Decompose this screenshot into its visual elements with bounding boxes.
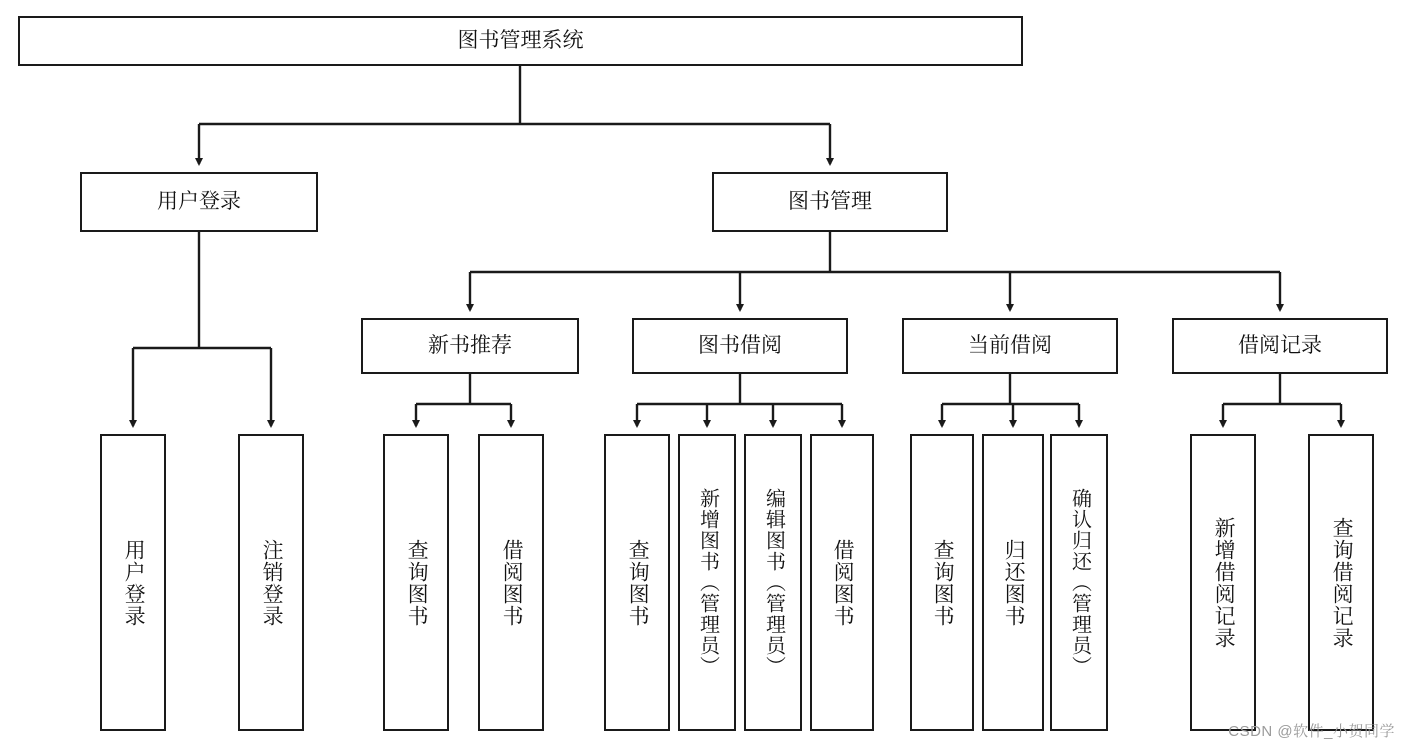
node-leaf-add-record[interactable] bbox=[1190, 434, 1256, 731]
node-leaf-return-book[interactable] bbox=[982, 434, 1044, 731]
node-leaf-edit-book[interactable] bbox=[744, 434, 802, 731]
node-current-borrow[interactable] bbox=[902, 318, 1118, 374]
node-leaf-user-login[interactable] bbox=[100, 434, 166, 731]
node-leaf-borrow-book-2[interactable] bbox=[810, 434, 874, 731]
node-root[interactable] bbox=[18, 16, 1023, 66]
node-leaf-user-login-label: 用户登录 bbox=[122, 538, 146, 627]
node-borrow-record-label: 借阅记录 bbox=[1238, 333, 1322, 357]
node-book-borrow[interactable] bbox=[632, 318, 848, 374]
node-book-management[interactable] bbox=[712, 172, 948, 232]
node-leaf-query-book-1-label: 查询图书 bbox=[405, 538, 429, 627]
node-leaf-return-book-label: 归还图书 bbox=[1002, 538, 1026, 627]
watermark-text: CSDN @软件_小贺同学 bbox=[1228, 723, 1395, 740]
node-leaf-query-record-label: 查询借阅记录 bbox=[1330, 516, 1354, 649]
node-leaf-query-book-1[interactable] bbox=[383, 434, 449, 731]
node-leaf-query-book-3[interactable] bbox=[910, 434, 974, 731]
node-leaf-edit-book-label: 编辑图书（管理员） bbox=[762, 488, 785, 677]
node-leaf-query-book-2-label: 查询图书 bbox=[626, 538, 650, 627]
node-leaf-confirm-return-label: 确认归还（管理员） bbox=[1068, 488, 1091, 677]
node-leaf-confirm-return[interactable] bbox=[1050, 434, 1108, 731]
node-leaf-logout[interactable] bbox=[238, 434, 304, 731]
node-user-login[interactable] bbox=[80, 172, 318, 232]
node-new-book-recommend-label: 新书推荐 bbox=[428, 333, 512, 357]
node-leaf-logout-label: 注销登录 bbox=[260, 538, 284, 627]
node-book-borrow-label: 图书借阅 bbox=[698, 333, 782, 357]
node-leaf-query-book-3-label: 查询图书 bbox=[931, 538, 955, 627]
node-leaf-add-record-label: 新增借阅记录 bbox=[1212, 516, 1236, 649]
node-leaf-borrow-book-1-label: 借阅图书 bbox=[500, 538, 524, 627]
node-new-book-recommend[interactable] bbox=[361, 318, 579, 374]
node-leaf-add-book[interactable] bbox=[678, 434, 736, 731]
node-borrow-record[interactable] bbox=[1172, 318, 1388, 374]
node-root-label: 图书管理系统 bbox=[457, 28, 584, 52]
node-current-borrow-label: 当前借阅 bbox=[968, 333, 1052, 357]
node-leaf-query-book-2[interactable] bbox=[604, 434, 670, 731]
node-user-login-label: 用户登录 bbox=[157, 189, 241, 213]
node-leaf-add-book-label: 新增图书（管理员） bbox=[696, 488, 719, 677]
node-leaf-borrow-book-2-label: 借阅图书 bbox=[831, 538, 855, 627]
node-leaf-borrow-book-1[interactable] bbox=[478, 434, 544, 731]
node-book-management-label: 图书管理 bbox=[788, 189, 872, 213]
node-leaf-query-record[interactable] bbox=[1308, 434, 1374, 731]
